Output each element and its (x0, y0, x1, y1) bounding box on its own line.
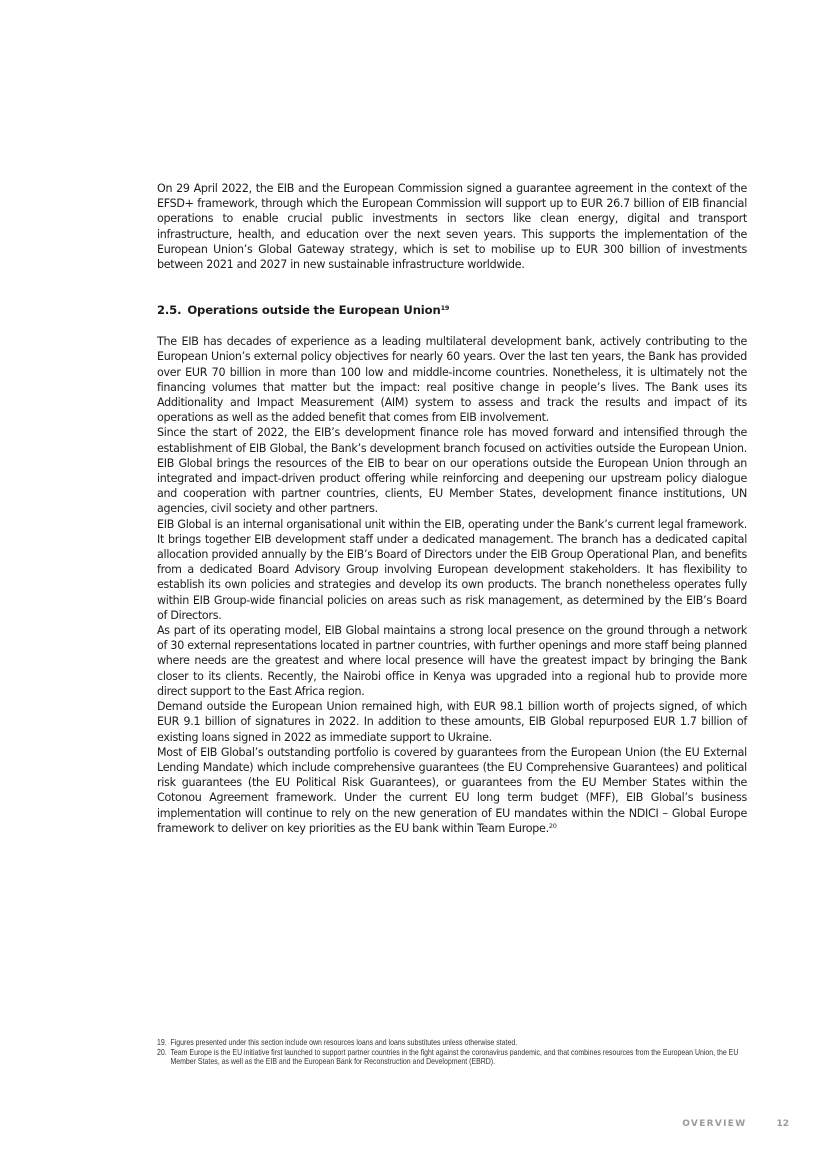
footnote-text: Figures presented under this section include own resources loans and loans substitutes unless otherwise stated. (170, 1037, 518, 1047)
main-content (157, 181, 747, 836)
page-footer (682, 1119, 789, 1129)
footer-section-label: OVERVIEW (682, 1119, 747, 1129)
paragraph-eib-experience: The EIB has decades of experience as a leading multilateral development bank, actively contributing to the European Union’s external policy objectives for nearly 60 years. Over the last ten years, the Bank has provided over EUR 70 billion in more than 100 low and middle-income countries. Nonetheless, it is ultimately not the financing volumes that matter but the impact: real positive change in people’s lives. The Bank uses its Additionality and Impact Measurement (AIM) system to assess and track the results and impact of its operations as well as the added benefit that comes from EIB involvement. (157, 335, 747, 425)
paragraph-eib-global-unit: EIB Global is an internal organisational unit within the EIB, operating under the Bank’s current legal framework. It brings together EIB development staff under a dedicated management. The branch has a dedicated capital allocation provided annually by the EIB’s Board of Directors under the EIB Group Operational Plan, and benefits from a dedicated Board Advisory Group involving European development stakeholders. It has flexibility to establish its own policies and strategies and develop its own products. The branch nonetheless operates fully within EIB Group-wide financial policies on areas such as risk management, as determined by the EIB’s Board of Directors. (157, 517, 747, 622)
footnote-20 (157, 1048, 747, 1067)
paragraph-eib-global-establishment: Since the start of 2022, the EIB’s development finance role has moved forward and intensified through the establishment of EIB Global, the Bank’s development branch focused on activities outside the European Union. EIB Global brings the resources of the EIB to bear on our operations outside the European Union through an integrated and impact-driven product offering while reinforcing and deepening our upstream policy dialogue and cooperation with partner countries, clients, EU Member States, development finance institutions, UN agencies, civil society and other partners. (157, 426, 747, 516)
section-heading (157, 303, 747, 318)
footnote-number: 20. (157, 1046, 167, 1057)
footnote-text: Team Europe is the EU initiative first launched to support partner countries in the fight against the coronavirus pandemic, and that combines resources from the European Union, the EU Member States, as well as the EIB and the European Bank for Reconstruction and Development (EBRD). (170, 1046, 739, 1067)
footnote-ref-19[interactable]: 19 (440, 304, 450, 313)
intro-paragraph: On 29 April 2022, the EIB and the European Commission signed a guarantee agreement in the context of the EFSD+ framework, through which the European Commission will support up to EUR 26.7 billion of EIB financial operations to enable crucial public investments in sectors like clean energy, digital and transport infrastructure, health, and education over the next seven years. This supports the implementation of the European Union’s Global Gateway strategy, which is set to mobilise up to EUR 300 billion of investments between 2021 and 2027 in new sustainable infrastructure worldwide. (157, 182, 747, 272)
footnote-ref-20[interactable]: 20 (548, 821, 557, 830)
paragraph-guarantees-text: Most of EIB Global’s outstanding portfolio is covered by guarantees from the European Union (the EU External Lending Mandate) which include comprehensive guarantees (the EU Comprehensive Guarantees) and political risk guarantees (the EU Political Risk Guarantees), or guarantees from the EU Member States within the Cotonou Agreement framework. Under the current EU long term budget (MFF), EIB Global’s business implementation will continue to rely on the new generation of EU mandates within the NDICI – Global Europe framework to deliver on key priorities as the EU bank within Team Europe. (157, 745, 747, 835)
paragraph-demand: Demand outside the European Union remained high, with EUR 98.1 billion worth of projects signed, of which EUR 9.1 billion of signatures in 2022. In addition to these amounts, EIB Global repurposed EUR 1.7 billion of existing loans signed in 2022 as immediate support to Ukraine. (157, 700, 747, 744)
footnote-number: 19. (157, 1037, 167, 1047)
paragraph-guarantees (157, 745, 747, 836)
paragraph-operating-model: As part of its operating model, EIB Global maintains a strong local presence on the ground through a network of 30 external representations located in partner countries, with further openings and more staff being planned where needs are the greatest and where local presence will have the greatest impact by bringing the Bank closer to its clients. Recently, the Nairobi office in Kenya was upgraded into a regional hub to provide more direct support to the East Africa region. (157, 624, 747, 698)
section-number: 2.5. (157, 303, 182, 318)
page-number: 12 (776, 1119, 789, 1129)
section-title: Operations outside the European Union (187, 303, 441, 318)
footnotes (157, 1038, 747, 1067)
